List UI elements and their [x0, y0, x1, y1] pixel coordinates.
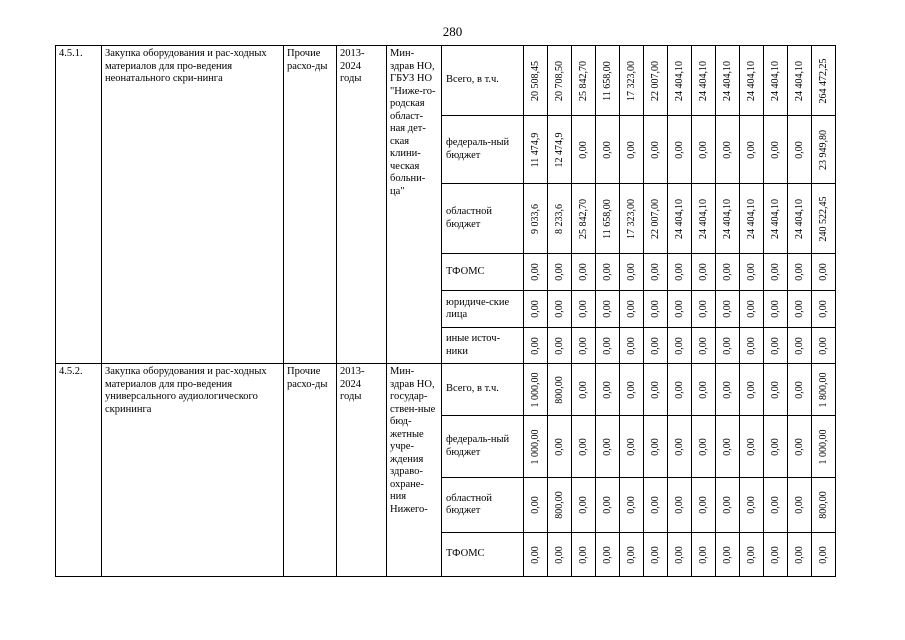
item-number: 4.5.2. [56, 364, 102, 577]
value-cell [548, 478, 572, 533]
value-cell [668, 478, 692, 533]
value-cell [716, 254, 740, 291]
value-cell [596, 291, 620, 328]
value-text: 0,00 [601, 263, 613, 281]
value-text: 0,00 [721, 545, 733, 564]
value-text: 11 658,00 [601, 198, 613, 239]
value-text: 25 842,70 [577, 60, 589, 101]
funding-source-label: ТФОМС [442, 254, 524, 291]
value-text: 20 708,50 [553, 60, 565, 101]
value-text: 0,00 [577, 336, 589, 355]
value-cell [620, 364, 644, 416]
value-text: 0,00 [625, 437, 637, 456]
value-text: 0,00 [553, 263, 565, 281]
value-cell [620, 254, 644, 291]
value-text: 0,00 [793, 300, 805, 318]
value-text: 0,00 [769, 545, 781, 564]
funding-source-label: Всего, в т.ч. [442, 364, 524, 416]
funding-source-label: ТФОМС [442, 533, 524, 577]
value-text: 24 404,10 [769, 60, 781, 101]
value-text: 0,00 [577, 496, 589, 514]
value-text: 0,00 [625, 263, 637, 281]
value-text: 0,00 [793, 380, 805, 399]
value-text: 0,00 [769, 437, 781, 456]
value-text: 0,00 [577, 380, 589, 399]
value-text: 17 323,00 [625, 198, 637, 239]
table-row [56, 364, 836, 416]
value-cell [716, 533, 740, 577]
value-cell [812, 254, 836, 291]
value-cell [788, 364, 812, 416]
value-text: 0,00 [649, 263, 661, 281]
funding-source-label: иные источ-ники [442, 328, 524, 364]
value-text: 24 404,10 [721, 198, 733, 239]
value-cell [668, 46, 692, 116]
value-text: 0,00 [625, 496, 637, 514]
value-cell [620, 478, 644, 533]
value-text: 0,00 [793, 437, 805, 456]
value-text: 24 404,10 [697, 60, 709, 101]
value-cell [764, 416, 788, 478]
value-text: 0,00 [529, 300, 541, 318]
value-cell [548, 533, 572, 577]
value-text: 11 658,00 [601, 60, 613, 101]
value-text: 0,00 [673, 300, 685, 318]
value-text: 0,00 [577, 437, 589, 456]
value-cell [644, 184, 668, 254]
value-text: 0,00 [649, 336, 661, 355]
value-text: 25 842,70 [577, 198, 589, 239]
value-text: 0,00 [529, 545, 541, 564]
value-text: 20 508,45 [529, 60, 541, 101]
value-text: 0,00 [577, 545, 589, 564]
value-cell [668, 328, 692, 364]
value-text: 0,00 [697, 545, 709, 564]
value-cell [812, 478, 836, 533]
period: 2013-2024 годы [337, 364, 387, 577]
value-text: 800,00 [553, 491, 565, 519]
value-text: 800,00 [553, 375, 565, 404]
value-cell [740, 46, 764, 116]
value-text: 0,00 [817, 300, 829, 318]
value-cell [620, 291, 644, 328]
value-text: 0,00 [553, 300, 565, 318]
value-cell [716, 328, 740, 364]
value-cell [788, 184, 812, 254]
value-text: 0,00 [697, 336, 709, 355]
value-cell [692, 116, 716, 184]
value-cell [524, 478, 548, 533]
value-cell [740, 254, 764, 291]
item-number: 4.5.1. [56, 46, 102, 364]
value-text: 0,00 [601, 437, 613, 456]
value-text: 0,00 [769, 380, 781, 399]
value-cell [812, 328, 836, 364]
value-cell [644, 116, 668, 184]
value-text: 1 000,00 [817, 429, 829, 464]
value-text: 24 404,10 [673, 60, 685, 101]
value-cell [572, 328, 596, 364]
value-text: 240 522,45 [817, 196, 829, 241]
value-text: 0,00 [673, 140, 685, 159]
value-text: 0,00 [697, 140, 709, 159]
value-cell [740, 328, 764, 364]
value-cell [764, 533, 788, 577]
value-cell [788, 533, 812, 577]
value-cell [596, 116, 620, 184]
value-text: 0,00 [745, 380, 757, 399]
item-name: Закупка оборудования и рас-ходных материалов для про-ведения универсального аудиологического скрининга [102, 364, 284, 577]
value-text: 0,00 [721, 263, 733, 281]
value-cell [716, 416, 740, 478]
value-cell [596, 416, 620, 478]
value-cell [620, 416, 644, 478]
expense-category: Прочие расхо-ды [284, 364, 337, 577]
value-cell [572, 46, 596, 116]
value-cell [740, 416, 764, 478]
value-text: 0,00 [529, 496, 541, 514]
funding-source-label: областной бюджет [442, 478, 524, 533]
value-text: 9 033,6 [529, 203, 541, 234]
value-text: 0,00 [601, 545, 613, 564]
expense-category: Прочие расхо-ды [284, 46, 337, 364]
value-cell [644, 291, 668, 328]
funding-source-label: юридиче-ские лица [442, 291, 524, 328]
funding-source-label: областной бюджет [442, 184, 524, 254]
value-text: 0,00 [673, 380, 685, 399]
value-text: 0,00 [649, 437, 661, 456]
value-cell [596, 46, 620, 116]
value-cell [764, 364, 788, 416]
funding-source-label: федераль-ный бюджет [442, 116, 524, 184]
value-text: 0,00 [721, 140, 733, 159]
value-cell [740, 184, 764, 254]
value-text: 0,00 [721, 496, 733, 514]
value-cell [668, 291, 692, 328]
value-cell [668, 184, 692, 254]
value-cell [764, 184, 788, 254]
value-text: 0,00 [793, 336, 805, 355]
value-text: 0,00 [577, 263, 589, 281]
value-text: 24 404,10 [769, 198, 781, 239]
value-cell [548, 416, 572, 478]
value-cell [620, 328, 644, 364]
value-cell [596, 184, 620, 254]
value-text: 24 404,10 [745, 60, 757, 101]
value-cell [716, 184, 740, 254]
value-cell [596, 254, 620, 291]
period: 2013-2024 годы [337, 46, 387, 364]
value-text: 0,00 [649, 496, 661, 514]
value-cell [596, 328, 620, 364]
value-text: 0,00 [625, 300, 637, 318]
value-text: 0,00 [769, 336, 781, 355]
value-text: 0,00 [529, 336, 541, 355]
value-cell [596, 533, 620, 577]
value-text: 23 949,80 [817, 129, 829, 170]
value-cell [596, 364, 620, 416]
value-cell [764, 291, 788, 328]
value-text: 0,00 [793, 545, 805, 564]
executor: Мин-здрав НО, ГБУЗ НО "Ниже-го-родская област-ная дет-ская клини-ческая больни-ца" [387, 46, 442, 364]
value-cell [812, 291, 836, 328]
value-text: 0,00 [601, 380, 613, 399]
value-text: 22 007,00 [649, 198, 661, 239]
value-cell [596, 478, 620, 533]
value-cell [524, 116, 548, 184]
value-text: 1 800,00 [817, 372, 829, 407]
value-cell [572, 291, 596, 328]
value-cell [548, 328, 572, 364]
value-text: 0,00 [817, 545, 829, 564]
value-cell [524, 291, 548, 328]
value-cell [572, 533, 596, 577]
value-text: 12 474,9 [553, 132, 565, 167]
value-cell [572, 254, 596, 291]
value-text: 0,00 [601, 300, 613, 318]
value-text: 0,00 [601, 336, 613, 355]
value-text: 0,00 [721, 336, 733, 355]
value-text: 0,00 [625, 380, 637, 399]
value-text: 0,00 [769, 140, 781, 159]
value-text: 0,00 [769, 263, 781, 281]
value-text: 0,00 [745, 336, 757, 355]
value-cell [548, 291, 572, 328]
value-text: 24 404,10 [721, 60, 733, 101]
value-text: 1 000,00 [529, 372, 541, 407]
value-cell [716, 116, 740, 184]
value-text: 0,00 [817, 336, 829, 355]
value-cell [524, 416, 548, 478]
value-text: 0,00 [673, 545, 685, 564]
value-cell [644, 478, 668, 533]
value-text: 0,00 [649, 545, 661, 564]
value-text: 0,00 [721, 437, 733, 456]
value-text: 0,00 [649, 140, 661, 159]
value-text: 0,00 [697, 437, 709, 456]
value-cell [764, 116, 788, 184]
value-text: 0,00 [745, 300, 757, 318]
value-cell [692, 184, 716, 254]
value-cell [644, 328, 668, 364]
value-cell [620, 46, 644, 116]
value-cell [692, 46, 716, 116]
value-cell [716, 46, 740, 116]
value-text: 0,00 [721, 300, 733, 318]
value-cell [764, 328, 788, 364]
value-cell [692, 328, 716, 364]
value-cell [548, 364, 572, 416]
funding-table [55, 45, 836, 577]
funding-source-label: Всего, в т.ч. [442, 46, 524, 116]
value-cell [620, 116, 644, 184]
value-cell [668, 416, 692, 478]
value-cell [524, 328, 548, 364]
value-text: 0,00 [673, 437, 685, 456]
value-text: 0,00 [769, 300, 781, 318]
value-cell [788, 254, 812, 291]
value-cell [764, 254, 788, 291]
value-cell [524, 533, 548, 577]
value-cell [668, 254, 692, 291]
value-cell [764, 478, 788, 533]
value-text: 0,00 [529, 263, 541, 281]
value-text: 0,00 [697, 300, 709, 318]
value-cell [620, 533, 644, 577]
value-cell [524, 254, 548, 291]
value-cell [644, 364, 668, 416]
value-text: 24 404,10 [745, 198, 757, 239]
value-text: 0,00 [625, 336, 637, 355]
value-cell [548, 254, 572, 291]
value-text: 0,00 [577, 300, 589, 318]
page-number: 280 [442, 24, 463, 39]
value-text: 0,00 [577, 140, 589, 159]
executor: Мин-здрав НО, государ-ствен-ные бюд-жетные учре-ждения здраво-охране-ния Нижего- [387, 364, 442, 577]
value-cell [572, 478, 596, 533]
value-cell [692, 478, 716, 533]
value-text: 800,00 [817, 491, 829, 519]
value-text: 17 323,00 [625, 60, 637, 101]
value-cell [692, 291, 716, 328]
funding-source-label: федераль-ный бюджет [442, 416, 524, 478]
value-text: 0,00 [793, 496, 805, 514]
value-cell [788, 328, 812, 364]
value-cell [644, 416, 668, 478]
value-text: 0,00 [601, 140, 613, 159]
value-text: 0,00 [601, 496, 613, 514]
value-cell [812, 364, 836, 416]
value-cell [692, 254, 716, 291]
value-cell [812, 46, 836, 116]
value-cell [740, 478, 764, 533]
value-text: 24 404,10 [793, 60, 805, 101]
value-cell [788, 478, 812, 533]
value-text: 0,00 [817, 263, 829, 281]
value-cell [740, 533, 764, 577]
value-text: 0,00 [745, 140, 757, 159]
value-text: 0,00 [553, 545, 565, 564]
value-cell [644, 46, 668, 116]
value-cell [740, 291, 764, 328]
value-cell [524, 184, 548, 254]
value-cell [740, 364, 764, 416]
value-text: 0,00 [697, 496, 709, 514]
value-text: 0,00 [793, 263, 805, 281]
value-cell [572, 364, 596, 416]
value-text: 0,00 [673, 263, 685, 281]
value-text: 24 404,10 [673, 198, 685, 239]
value-text: 24 404,10 [793, 198, 805, 239]
value-cell [716, 291, 740, 328]
value-cell [692, 364, 716, 416]
value-cell [812, 116, 836, 184]
value-text: 0,00 [745, 263, 757, 281]
value-cell [548, 46, 572, 116]
value-text: 0,00 [697, 263, 709, 281]
value-cell [644, 254, 668, 291]
value-cell [716, 478, 740, 533]
value-cell [788, 116, 812, 184]
value-cell [572, 116, 596, 184]
value-text: 0,00 [625, 545, 637, 564]
value-cell [788, 291, 812, 328]
value-text: 0,00 [793, 140, 805, 159]
value-text: 0,00 [745, 496, 757, 514]
value-cell [812, 416, 836, 478]
value-text: 0,00 [553, 437, 565, 456]
value-text: 0,00 [721, 380, 733, 399]
value-cell [692, 416, 716, 478]
value-cell [572, 184, 596, 254]
table-row [56, 46, 836, 116]
value-cell [812, 184, 836, 254]
value-text: 0,00 [697, 380, 709, 399]
value-text: 0,00 [649, 300, 661, 318]
value-cell [572, 416, 596, 478]
value-text: 8 233,6 [553, 203, 565, 234]
value-cell [548, 184, 572, 254]
value-text: 11 474,9 [529, 132, 541, 167]
value-cell [548, 116, 572, 184]
value-cell [668, 533, 692, 577]
value-cell [788, 416, 812, 478]
value-cell [668, 116, 692, 184]
value-text: 0,00 [769, 496, 781, 514]
value-text: 0,00 [673, 336, 685, 355]
value-text: 0,00 [745, 545, 757, 564]
value-cell [524, 364, 548, 416]
value-cell [716, 364, 740, 416]
value-cell [788, 46, 812, 116]
value-cell [620, 184, 644, 254]
value-text: 264 472,25 [817, 58, 829, 103]
value-text: 0,00 [625, 140, 637, 159]
value-cell [812, 533, 836, 577]
value-cell [764, 46, 788, 116]
value-text: 1 000,00 [529, 429, 541, 464]
item-name: Закупка оборудования и рас-ходных материалов для про-ведения неонатального скри-нинга [102, 46, 284, 364]
value-cell [524, 46, 548, 116]
value-text: 0,00 [553, 336, 565, 355]
value-text: 0,00 [649, 380, 661, 399]
value-cell [692, 533, 716, 577]
value-text: 22 007,00 [649, 60, 661, 101]
value-text: 0,00 [745, 437, 757, 456]
value-text: 24 404,10 [697, 198, 709, 239]
value-text: 0,00 [673, 496, 685, 514]
value-cell [740, 116, 764, 184]
value-cell [644, 533, 668, 577]
value-cell [668, 364, 692, 416]
